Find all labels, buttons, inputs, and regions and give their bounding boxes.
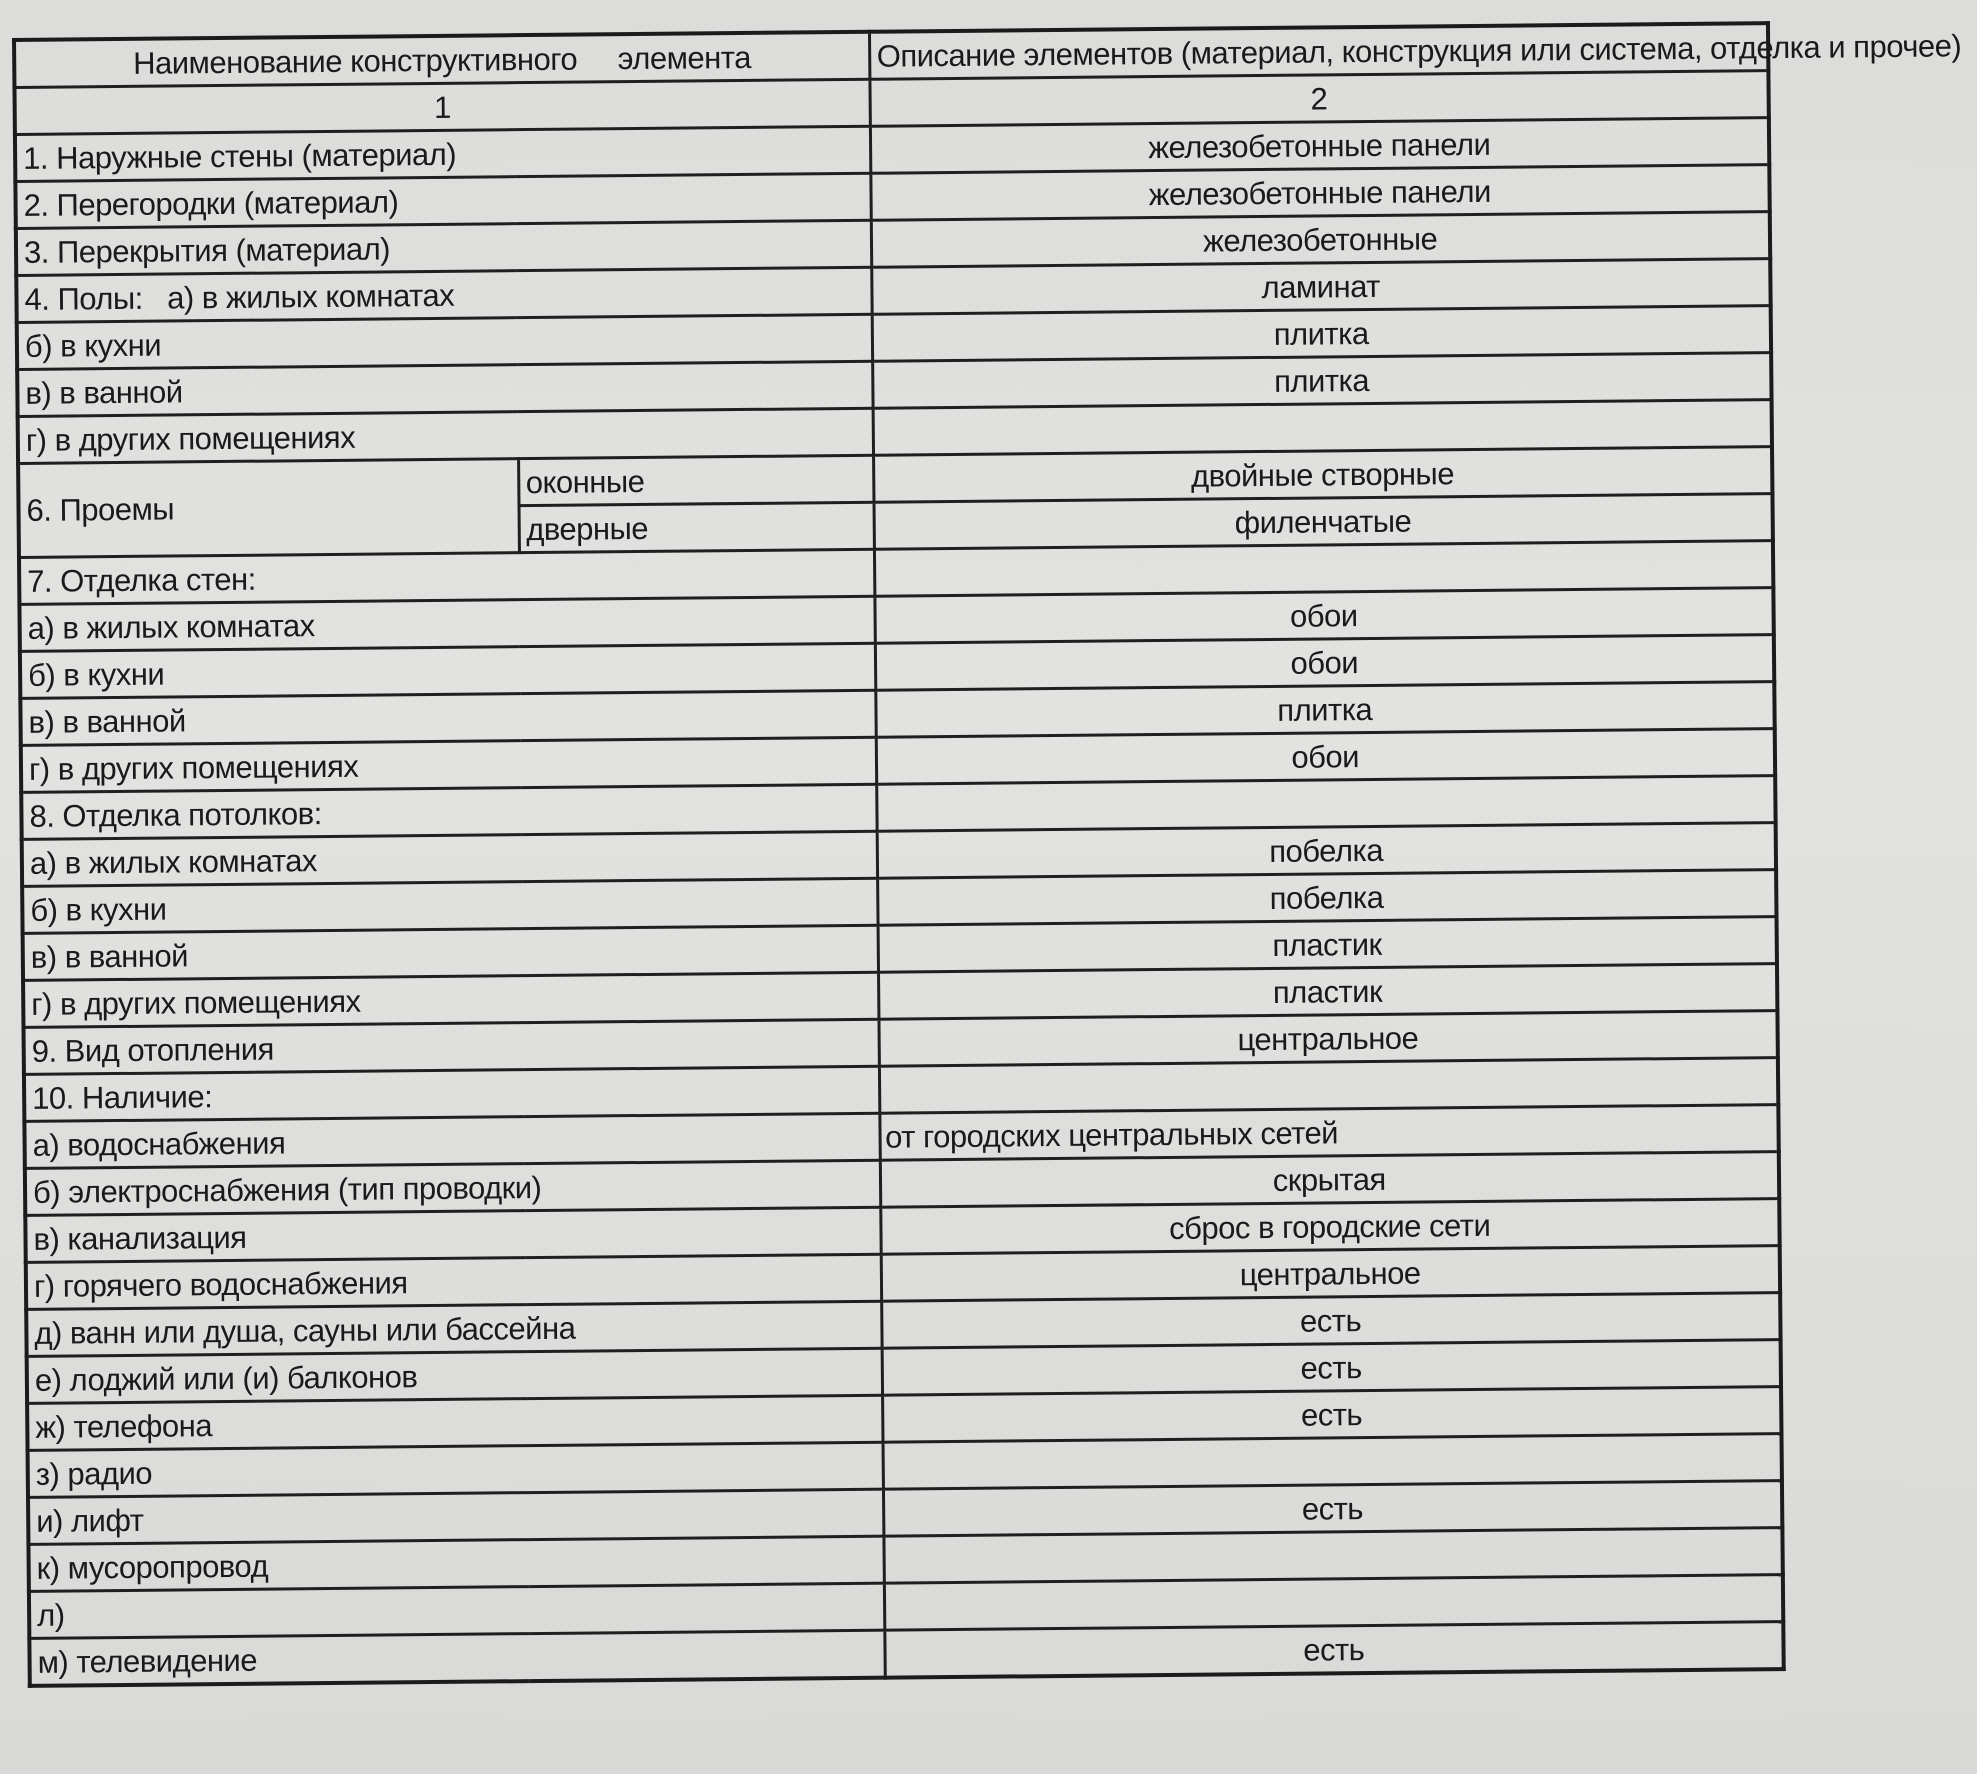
row-label: 4. Полы: а) в жилых комнатах: [16, 267, 871, 322]
row-label: е) лоджий или (и) балконов: [27, 1348, 882, 1403]
row-label: 2. Перегородки (материал): [15, 173, 870, 228]
row-label: б) в кухни: [22, 878, 877, 933]
openings-window-label: оконные: [518, 455, 873, 505]
row-value: плитка: [875, 682, 1774, 738]
row-value: [883, 1434, 1782, 1490]
row-value: [876, 776, 1775, 832]
row-label: 9. Вид отопления: [23, 1019, 878, 1074]
row-value: плитка: [872, 306, 1771, 362]
row-value: [874, 541, 1773, 597]
row-label: г) в других помещениях: [18, 408, 873, 463]
row-label: и) лифт: [28, 1489, 883, 1544]
column-number-1: 1: [14, 79, 869, 134]
row-value: обои: [876, 729, 1775, 785]
row-value: [884, 1575, 1783, 1631]
row-value: есть: [884, 1622, 1783, 1678]
row-value: сброс в городские сети: [880, 1199, 1779, 1255]
row-value: железобетонные панели: [870, 118, 1769, 174]
row-label: б) электроснабжения (тип проводки): [25, 1160, 880, 1215]
row-value: железобетонные: [871, 212, 1770, 268]
row-label: в) в ванной: [17, 361, 872, 416]
row-label: з) радио: [28, 1442, 883, 1497]
row-label: 3. Перекрытия (материал): [16, 220, 871, 275]
header-element-description: Описание элементов (материал, конструкция или система, отделка и прочее): [869, 23, 1768, 79]
row-value: есть: [883, 1481, 1782, 1537]
construction-elements-table: [12, 21, 1962, 1688]
row-label: б) в кухни: [17, 314, 872, 369]
row-value: есть: [881, 1293, 1780, 1349]
row-label: а) в жилых комнатах: [19, 596, 874, 651]
row-label: г) в других помещениях: [23, 972, 878, 1027]
column-number-2: 2: [869, 71, 1768, 127]
row-value: обои: [874, 588, 1773, 644]
row-value: центральное: [878, 1011, 1777, 1067]
row-label: в) в ванной: [20, 690, 875, 745]
row-label: д) ванн или душа, сауны или бассейна: [26, 1301, 881, 1356]
row-label: г) горячего водоснабжения: [26, 1254, 881, 1309]
row-label: б) в кухни: [20, 643, 875, 698]
openings-door-value: филенчатые: [874, 494, 1773, 550]
row-label: 8. Отделка потолков:: [21, 784, 876, 839]
row-value: есть: [882, 1340, 1781, 1396]
row-value: центральное: [881, 1246, 1780, 1302]
openings-window-value: двойные створные: [873, 447, 1772, 503]
form-sheet: [12, 21, 1962, 1738]
row-label: 10. Наличие:: [24, 1066, 879, 1121]
row-value: пластик: [878, 917, 1777, 973]
row-label: а) водоснабжения: [24, 1113, 879, 1168]
row-value: ламинат: [871, 259, 1770, 315]
row-value: [883, 1528, 1782, 1584]
row-value: плитка: [872, 353, 1771, 409]
row-value: есть: [882, 1387, 1781, 1443]
row-value: от городских центральных сетей: [879, 1105, 1778, 1161]
row-label: к) мусоропровод: [28, 1536, 883, 1591]
row-value: побелка: [877, 823, 1776, 879]
row-label: в) канализация: [25, 1207, 880, 1262]
row-value: обои: [875, 635, 1774, 691]
row-label: г) в других помещениях: [21, 737, 876, 792]
openings-door-label: дверные: [519, 502, 874, 552]
openings-label: 6. Проемы: [18, 459, 519, 558]
header-element-name: Наименование конструктивного элемента: [14, 32, 869, 88]
row-value: скрытая: [880, 1152, 1779, 1208]
row-value: [879, 1058, 1778, 1114]
row-value: побелка: [877, 870, 1776, 926]
row-label: ж) телефона: [27, 1395, 882, 1450]
row-label: л): [29, 1583, 884, 1638]
row-value: пластик: [878, 964, 1777, 1020]
row-label: м) телевидение: [29, 1630, 884, 1686]
row-label: 1. Наружные стены (материал): [15, 126, 870, 181]
row-value: [873, 400, 1772, 456]
row-label: в) в ванной: [23, 925, 878, 980]
row-value: железобетонные панели: [870, 165, 1769, 221]
row-label: а) в жилых комнатах: [22, 831, 877, 886]
row-label: 7. Отделка стен:: [19, 549, 874, 604]
